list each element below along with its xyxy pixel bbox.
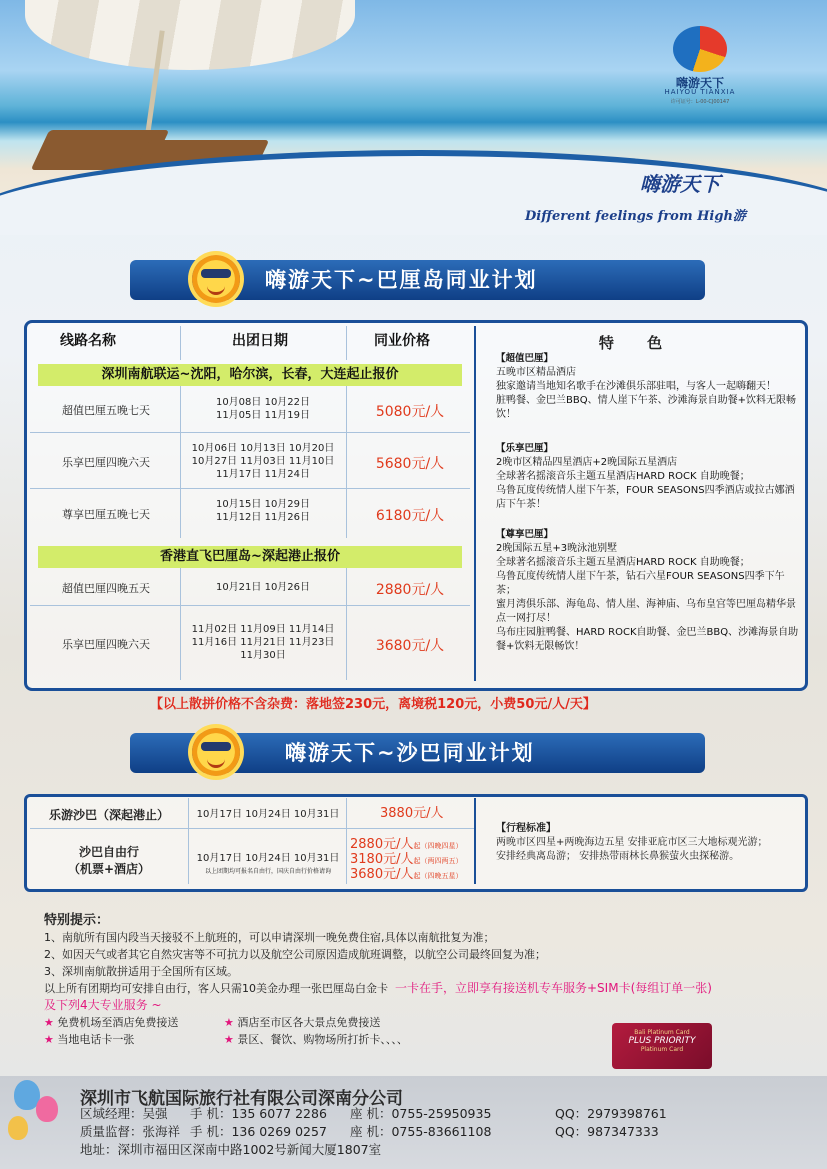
route-name: 沙巴自由行 （机票+酒店） [67,845,151,876]
route-name: 乐享巴厘四晚六天 [62,456,150,469]
logo-cn: 嗨游天下 [675,76,724,90]
col-divider [346,386,347,538]
contact-row: 质量监督：张海祥 手 机：136 0269 0257 座 机：0755-83661108 QQ：987347333 [80,1124,659,1139]
row-divider [30,605,470,606]
row-divider [30,432,470,433]
feature-joy: 【乐享巴厘】 2晚市区精品四星酒店+2晚国际五星酒店 全球著名摇滚音乐主题五星酒店HARD ROCK 自助晚餐； 乌鲁瓦度传统情人崖下午茶，FOUR SEASONS四季酒店或拉古娜酒店下午茶！ [496,443,795,510]
route-price: 2880元/人起（四晚四星） 3180元/人起（两四两五） 3680元/人起（四晚五星） [350,837,463,882]
route-name: 乐享巴厘四晚六天 [62,638,150,651]
route-price: 2880元/人 [375,582,445,598]
header-banner [0,0,827,235]
tip-item: 3、深圳南航散拼适用于全国所有区域。 [44,965,238,978]
service-item: 景区、餐饮、购物场所打折卡、、、、 [237,1033,408,1046]
service-item: 免费机场至酒店免费接送 [57,1016,179,1029]
tips-title: 特别提示： [44,913,110,928]
tip-item: 及下列4大专业服务 ~ [44,998,162,1012]
bali-price-note: 【以上散拼价格不含杂费：落地签230元，离境税120元，小费50元/人/天】 [150,697,596,712]
service-item: 当地电话卡一张 [57,1033,135,1046]
route-dates: 10月08日 10月22日 11月05日 11月19日 [215,397,311,421]
beach-umbrella-image [25,0,355,70]
col-divider [346,568,347,680]
col-divider [346,326,347,360]
tip-item: 2、如因天气或者其它自然灾害等不可抗力以及航空公司原因造成航班调整，以航空公司最终回复为准； [44,948,546,961]
contact-row: 区域经理：吴强 手 机：135 6077 2286 座 机：0755-25950935 QQ：2979398761 [80,1106,667,1121]
footer-company: 深圳市飞航国际旅行社有限公司深南分公司 [80,1089,403,1109]
sabah-feature: 【行程标准】 两晚市区四星+两晚海边五星 安排亚庇市区三大地标观光游； 安排经典离岛游； 安排热带雨林长鼻猴萤火虫探秘游。 [496,823,768,862]
table-divider [474,326,476,681]
tip-item: 1、南航所有国内段当天接驳不上航班的，可以申请深圳一晚免费住宿,具体以南航批复为准； [44,931,495,944]
tip-item: 以上所有团期均可安排自由行，客人只需10美金办理一张巴厘岛白金卡 一卡在手，立即享有接送机专车服务+SIM卡(每组订单一张) [44,981,712,995]
route-name: 乐游沙巴（深起港止） [48,808,169,822]
group2-title: 香港直飞巴厘岛~深起港止报价 [38,546,462,568]
sabah-title: 嗨游天下~沙巴同业计划 [285,741,535,765]
route-price: 3880元/人 [380,806,444,821]
route-price: 6180元/人 [375,508,445,524]
col-head-route: 线路名称 [60,333,116,349]
bali-title: 嗨游天下~巴厘岛同业计划 [265,268,538,292]
company-logo[interactable] [655,26,745,106]
col-head-price: 同业价格 [374,333,430,349]
group1-title: 深圳南航联运~沈阳，哈尔滨，长春，大连起止报价 [38,364,462,386]
col-divider [180,326,181,360]
logo-en: HAIYOU TIANXIA [664,88,736,96]
license-number: 许可证号：L-00-CJ00147 [670,99,730,105]
feature-basic: 【超值巴厘】 五晚市区精品酒店 独家邀请当地知名歌手在沙滩俱乐部驻唱，与客人一起嗨翻天！ 脏鸭餐、金巴兰BBQ、情人崖下午茶、沙滩海景自助餐+饮料无限畅饮！ [496,353,796,420]
route-dates: 10月15日 10月29日 11月12日 11月26日 [215,499,311,523]
route-dates: 10月21日 10月26日 [215,582,311,593]
route-dates: 10月17日 10月24日 10月31日 [196,809,340,820]
route-price: 5080元/人 [375,404,445,420]
row-divider [30,828,474,829]
service-item: 酒店至市区各大景点免费接送 [237,1016,381,1029]
route-price: 5680元/人 [375,456,445,472]
col-head-date: 出团日期 [232,333,288,349]
service-list: ★ 当地电话卡一张 ★ 景区、餐饮、购物场所打折卡、、、、 [44,1033,408,1046]
logo-mark-icon [673,26,727,72]
route-name: 超值巴厘四晚五天 [62,582,150,595]
route-dates: 11月02日 11月09日 11月14日 11月16日 11月21日 11月23日 11月30日 [191,624,335,661]
sun-mascot-icon [192,728,240,776]
balloon-icon [36,1096,58,1122]
balloon-icon [8,1116,28,1140]
brand-slogan-en: Different feelings from High游 [525,209,746,224]
route-price: 3680元/人 [375,638,445,654]
brand-slogan-cn: 嗨游天下 [640,172,720,196]
row-divider [30,488,470,489]
col-head-feature: 特 色 [598,334,677,352]
route-name: 尊享巴厘五晚七天 [62,508,150,521]
footer-address: 地址：深圳市福田区深南中路1002号新闻大厦1807室 [80,1142,382,1157]
route-dates: 10月06日 10月13日 10月20日 10月27日 11月03日 11月10日 11月17日 11月24日 [191,443,335,480]
feature-premium: 【尊享巴厘】 2晚国际五星+3晚泳池别墅 全球著名摇滚音乐主题五星酒店HARD ROCK 自助晚餐； 乌鲁瓦度传统情人崖下午茶，钻石六星FOUR SEASONS四季下午茶； 蜜月湾俱乐部、海龟岛、情人崖、海神庙、乌布皇宫等巴厘岛精华景点一网打尽！ 乌布庄园脏鸭餐、HARD ROCK自助餐、金巴兰BBQ、沙滩海景自助餐+饮料无限畅饮！ [496,529,799,652]
sun-mascot-icon [192,255,240,303]
route-name: 超值巴厘五晚七天 [62,404,150,417]
platinum-card-image: Bali Platinum Card PLUS PRIORITY Platinum Card [612,1023,712,1069]
service-list: ★ 免费机场至酒店免费接送 ★ 酒店至市区各大景点免费接送 [44,1016,381,1029]
route-dates: 10月17日 10月24日 10月31日 以上团期均可报名自由行，国庆自由行价格请询 [196,853,340,875]
